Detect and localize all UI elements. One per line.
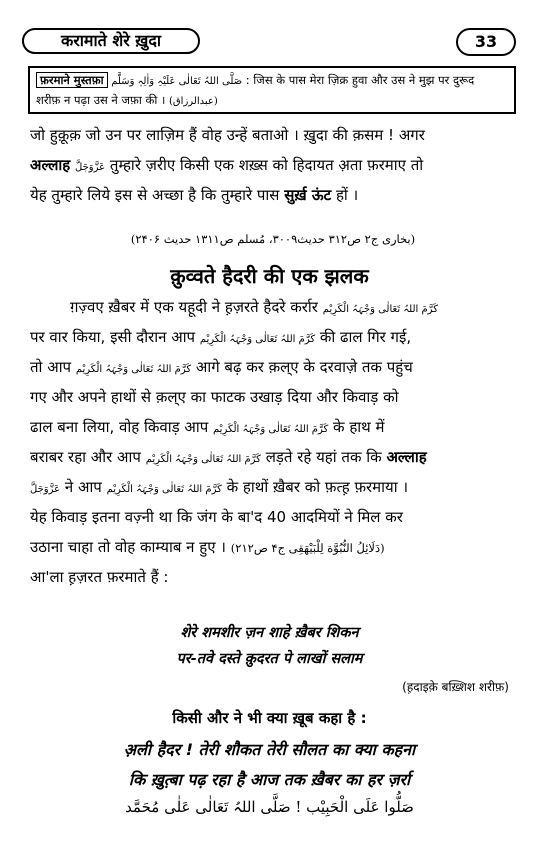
poem1-line1: शेरे शमशीर ज़न शाहे ख़ैबर शिकन (180, 625, 359, 641)
saying-source: (عبدالرزاق) (169, 96, 218, 107)
allah-word: अल्लाह (30, 156, 71, 174)
section-line2b: की ढाल गिर गई, (319, 328, 412, 346)
red-camels: सुर्ख़ ऊंट (284, 186, 332, 204)
paragraph-1 (30, 120, 516, 210)
para1-line2: तुम्हारे ज़रीए किसी एक शख़्स को हिदायत अ़ता फ़रमाए तो (109, 156, 424, 174)
salat-line: صَلُّوا عَلَی الْحَبِیْب ! صَلَّی اللہُ تَعَالٰی عَلٰی مُحَمَّد (125, 798, 414, 816)
poem2-line1: अ़ली हैदर ! तेरी शौकत तेरी सौलत का क्या कहना (123, 740, 416, 759)
karramallah-honorific: کَرَّمَ اللہُ تَعَالٰی وَجْہَہُ الْکَرِیْم (75, 364, 192, 375)
saying-text: : जिस के पास मेरा ज़िक्र हुवा और उस ने मुझ पर दुरूद (245, 73, 475, 87)
saying-label: फ़रमाने मुस्तफ़ा (36, 72, 108, 88)
section-line5b: के हाथ में (333, 418, 385, 436)
section-line8: येह किवाड़ इतना वज़्नी था कि जंग के बा'द 40 आदमियों ने मिल कर (30, 508, 403, 526)
section-paragraph (30, 292, 516, 592)
para1-line3-start: येह तुम्हारे लिये इस से अच्छा है कि तुम्हारे पास (30, 186, 280, 204)
poem1-line2: पर-तवे दस्ते क़ुदरत पे लाखों सलाम (176, 651, 363, 667)
section-heading: क़ुव्वते हैदरी की एक झलक (170, 264, 369, 288)
karramallah-honorific: کَرَّمَ اللہُ تَعَالٰی وَجْہَہُ الْکَرِیْم (145, 454, 261, 465)
poem2-intro: किसी और ने भी क्या ख़ूब कहा है : (172, 709, 367, 727)
section-line4: गए और अपने हाथों से क़ल्ए का फाटक उखाड़ दिया और किवाड़ को (30, 388, 399, 406)
section-line6b: लड़ते रहे यहां तक कि (265, 448, 382, 466)
section-line3b: आगे बढ़ कर क़ल्ए के दरवाज़े तक पहुंच (195, 358, 413, 376)
allah-word: अल्लाह (386, 448, 427, 466)
page-number: 33 (456, 28, 516, 56)
section-line7b: के हाथों ख़ैबर को फ़त्ह़ फ़रमाया । (226, 478, 409, 496)
dalail-reference: (دَلَائِلُ النُّبُوَّة لِلْبَیْھَقِی ج۴ ص۲۱۲) (230, 541, 385, 555)
section-line2a: पर वार किया, इसी दौरान आप (30, 328, 196, 346)
section-line9: उठाना चाहा तो वोह काम्याब न हुए । (30, 538, 226, 556)
poem1-credit: (ह़दाइके़ बख़्शिश शरीफ़) (402, 680, 509, 694)
karramallah-honorific: کَرَّمَ اللہُ تَعَالٰی وَجْہَہُ الْکَرِیْم (199, 334, 316, 345)
section-line1: ग़ज़्वए ख़ैबर में एक यहूदी ने ह़ज़रते हैदरे कर्रार (70, 298, 318, 316)
section-line3a: तो आप (30, 358, 72, 376)
section-line5a: ढाल बना लिया, वोह किवाड़ आप (30, 418, 209, 436)
durood-honorific: صَلَّی اللہُ تَعَالٰی عَلَیْہِ وَاٰلِہٖ وَسَلَّم (111, 76, 243, 87)
book-title: करामाते शेरे ख़ुदा (22, 28, 200, 54)
para1-line3-end: हों । (335, 186, 359, 204)
section-line6a: बराबर रहा और आप (30, 448, 141, 466)
karramallah-honorific: کَرَّمَ اللہُ تَعَالٰی وَجْہَہُ الْکَرِیْم (106, 484, 222, 495)
para1-line1: जो हुक़ूक़ जो उन पर लाज़िम हैं वोह उन्हें बताओ । ख़ुदा की क़सम ! अगर (30, 126, 425, 144)
hadith-reference: (بخاری ج۲ ص۳۱۲ حدیث۳۰۰۹، مُسلم ص۱۳۱۱ حدیث ۲۴۰۶) (130, 232, 416, 246)
saying-text-2: शरीफ़ न पढ़ा उस ने जफ़ा की । (36, 93, 166, 107)
poem2-line2: कि ख़ुत़्बा पढ़ रहा है आज तक ख़ैबर का हर ज़र्रा (128, 770, 411, 789)
azza-honorific: عَزَّوَجَلَّ (75, 162, 106, 173)
karramallah-honorific: کَرَّمَ اللہُ تَعَالٰی وَجْہَہُ الْکَرِیْم (213, 424, 329, 435)
karramallah-honorific: کَرَّمَ اللہُ تَعَالٰی وَجْہَہُ الْکَرِیْم (322, 304, 438, 315)
saying-box (28, 66, 516, 114)
section-line10: आ'ला ह़ज़रत फ़रमाते हैं : (30, 568, 169, 586)
section-line7a: ने आप (64, 478, 102, 496)
azza-honorific: عَزَّوَجَلَّ (30, 484, 61, 495)
